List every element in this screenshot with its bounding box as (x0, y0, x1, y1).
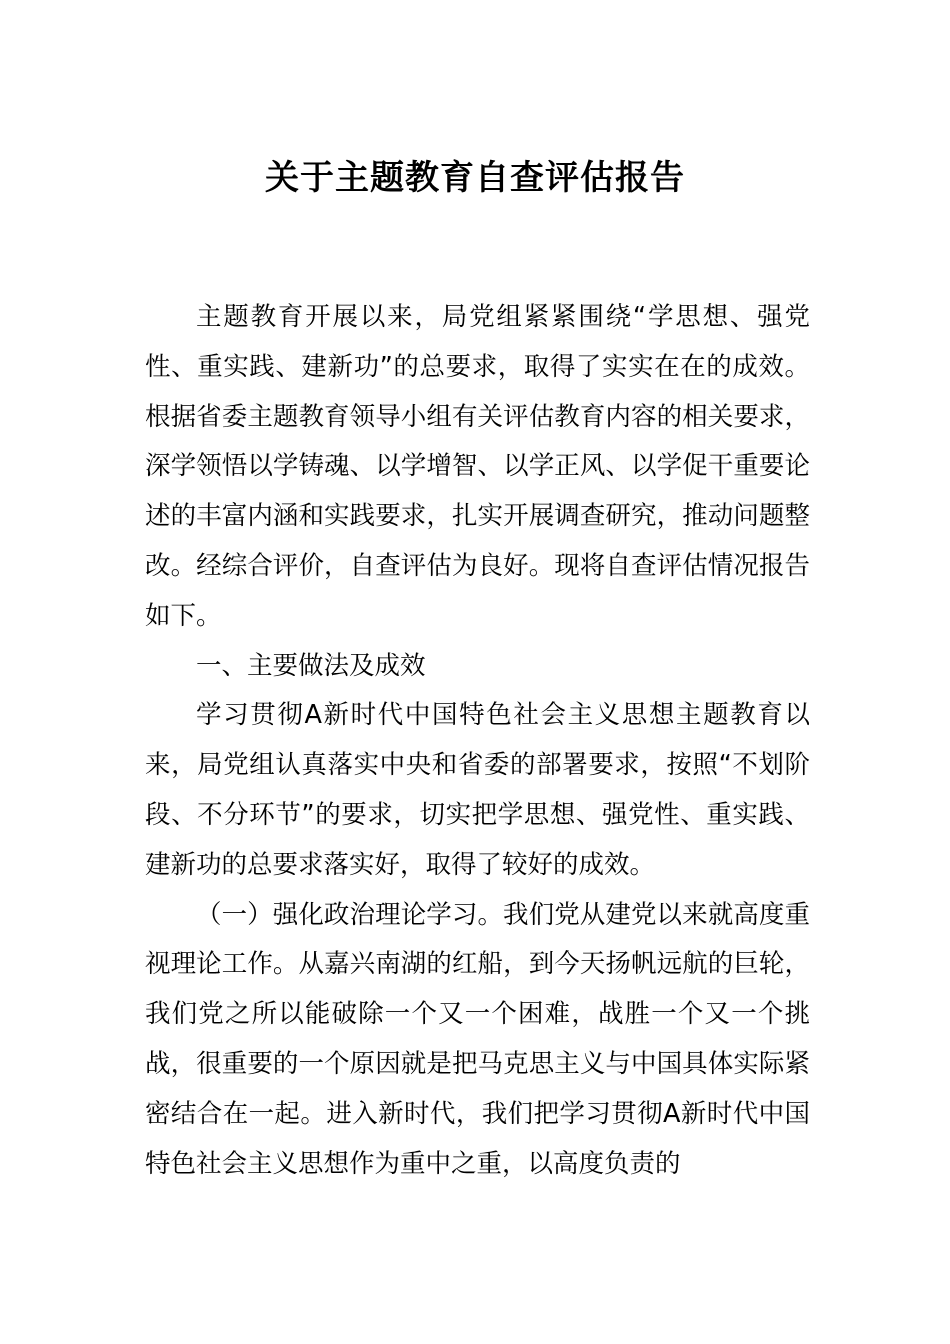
paragraph-theory-study: （一）强化政治理论学习。我们党从建党以来就高度重视理论工作。从嘉兴南湖的红船，到今天扬帆远航的巨轮，我们党之所以能破除一个又一个困难，战胜一个又一个挑战，很重要的一个原因就是把马克思主义与中国具体实际紧密结合在一起。进入新时代，我们把学习贯彻A新时代中国特色社会主义思想作为重中之重，以高度负责的 (145, 899, 810, 1179)
document-title: 关于主题教育自查评估报告 (265, 158, 685, 198)
paragraph-overview: 学习贯彻A新时代中国特色社会主义思想主题教育以来，局党组认真落实中央和省委的部署要求，按照“不划阶段、不分环节”的要求，切实把学思想、强党性、重实践、建新功的总要求落实好，取得了较好的成效。 (145, 700, 810, 880)
document-body (145, 293, 810, 1189)
paragraph-intro: 主题教育开展以来，局党组紧紧围绕“学思想、强党性、重实践、建新功”的总要求，取得了实实在在的成效。根据省委主题教育领导小组有关评估教育内容的相关要求，深学领悟以学铸魂、以学增智、以学正风、以学促干重要论述的丰富内涵和实践要求，扎实开展调查研究，推动问题整改。经综合评价，自查评估为良好。现将自查评估情况报告如下。 (145, 302, 810, 631)
section-heading: 一、主要做法及成效 (196, 650, 426, 681)
